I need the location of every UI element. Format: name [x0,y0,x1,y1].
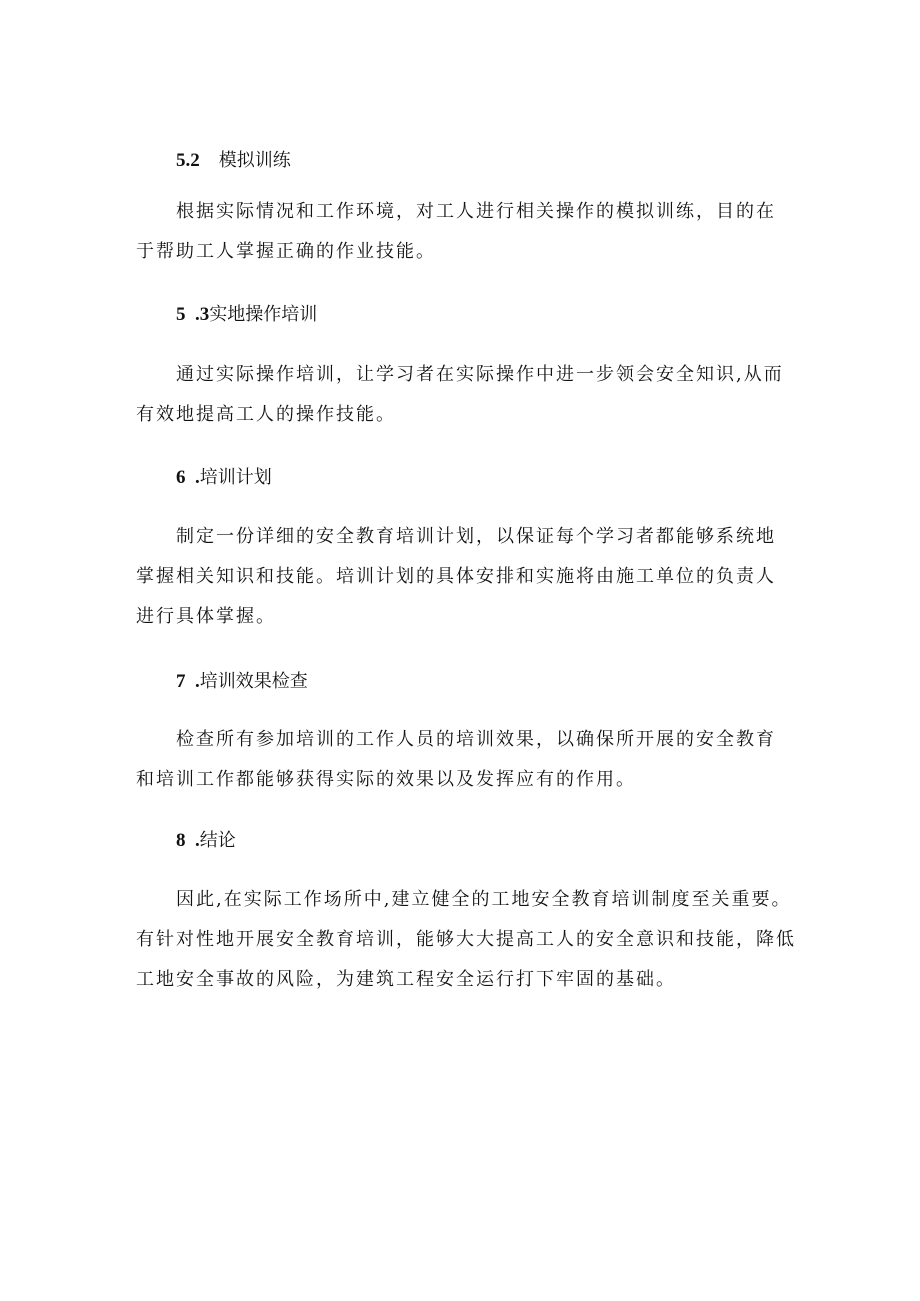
section-number: 7 . [176,671,200,692]
section-paragraph-6 [136,517,796,637]
paragraph-line: 和培训工作都能够获得实际的效果以及发挥应有的作用。 [136,769,636,790]
paragraph-line: 检查所有参加培训的工作人员的培训效果，以确保所开展的安全教育 [176,729,776,750]
section-paragraph-5-2 [136,192,796,272]
section-paragraph-5-3 [136,355,796,435]
section-title: 培训效果检查 [199,671,308,692]
paragraph-line: 进行具体掌握。 [136,606,276,627]
paragraph-line: 有效地提高工人的操作技能。 [136,404,396,425]
section-title: 模拟训练 [218,150,291,171]
section-title: 结论 [199,830,236,851]
section-number: 5.2 [176,150,200,171]
section-paragraph-8 [136,880,796,1000]
section-number: 8 . [176,830,200,851]
section-title: 培训计划 [199,467,272,488]
paragraph-line: 因此,在实际工作场所中,建立健全的工地安全教育培训制度至关重要。 [176,889,792,910]
section-heading-7 [176,669,308,694]
section-number: 6 . [176,467,200,488]
paragraph-line: 于帮助工人掌握正确的作业技能。 [136,241,436,262]
paragraph-line: 掌握相关知识和技能。培训计划的具体安排和实施将由施工单位的负责人 [136,566,776,587]
paragraph-line: 制定一份详细的安全教育培训计划，以保证每个学习者都能够系统地 [176,526,776,547]
paragraph-line: 通过实际操作培训，让学习者在实际操作中进一步领会安全知识,从而 [176,364,784,385]
section-heading-6 [176,465,272,490]
section-heading-5-2 [176,148,291,173]
section-heading-8 [176,828,236,853]
section-gap [200,149,219,171]
section-paragraph-7 [136,720,796,800]
paragraph-line: 工地安全事故的风险，为建筑工程安全运行打下牢固的基础。 [136,969,676,990]
paragraph-line: 根据实际情况和工作环境，对工人进行相关操作的模拟训练，目的在 [176,201,776,222]
paragraph-line: 有针对性地开展安全教育培训，能够大大提高工人的安全意识和技能，降低 [136,929,796,950]
section-heading-5-3 [176,302,317,327]
section-number: 5 .3 [176,304,210,325]
section-title: 实地操作培训 [209,304,318,325]
